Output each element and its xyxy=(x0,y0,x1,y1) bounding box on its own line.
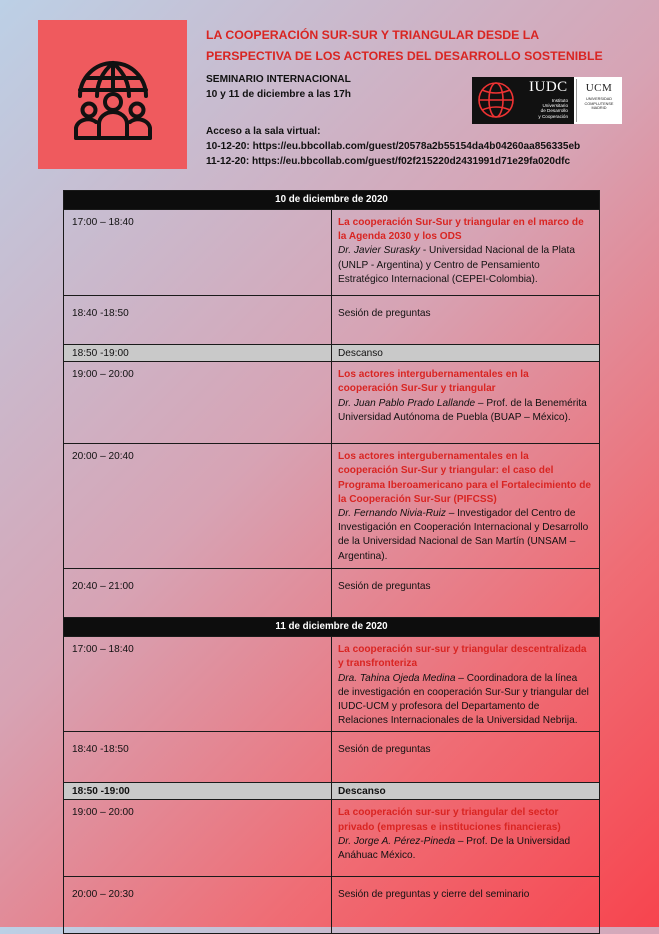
session-description xyxy=(332,362,600,444)
session-title: La cooperación sur-sur y triangular descentralizada y transfronteriza xyxy=(338,644,587,670)
session-text: Sesión de preguntas xyxy=(332,296,600,345)
iudc-sub-line: Instituto xyxy=(551,98,568,103)
schedule-table xyxy=(63,190,600,934)
session-time: 18:50 -19:00 xyxy=(64,345,332,362)
event-date: 10 y 11 de diciembre a las 17h xyxy=(206,89,351,100)
session-description xyxy=(332,637,600,732)
table-row xyxy=(64,569,600,618)
session-title: La cooperación sur-sur y triangular del sector privado (empresas e instituciones financieras) xyxy=(338,807,561,833)
session-time: 17:00 – 18:40 xyxy=(64,210,332,296)
break-row xyxy=(64,345,600,362)
session-text: Descanso xyxy=(332,783,600,800)
table-row xyxy=(64,800,600,877)
speaker-affiliation: – Prof. De la Universidad Anáhuac México. xyxy=(338,835,571,862)
session-description xyxy=(332,210,600,296)
speaker-affiliation: – Coordinadora de la línea de investigación en cooperación Sur-Sur y triangular del IUDC-UCM y profesora del Departamento de Relaciones Internacionales de la Universidad Nebrija. xyxy=(338,672,589,727)
iudc-sub-line: y Cooperación xyxy=(538,113,568,119)
session-text: Descanso xyxy=(332,345,600,362)
speaker-name: Dra. Tahina Ojeda Medina xyxy=(338,672,456,684)
session-time: 20:00 – 20:30 xyxy=(64,877,332,934)
speaker-name: Dr. Javier Surasky xyxy=(338,245,421,257)
seminar-title xyxy=(206,25,626,67)
day-header-row xyxy=(64,191,600,210)
virtual-room-access xyxy=(206,124,646,169)
speaker-affiliation: – Prof. de la Benemérita Universidad Autónoma de Puebla (BUAP – México). xyxy=(338,397,587,423)
day-header: 10 de diciembre de 2020 xyxy=(64,191,600,210)
iudc-logo xyxy=(472,77,574,124)
iudc-globe-icon xyxy=(476,80,516,120)
session-time: 18:50 -19:00 xyxy=(64,783,332,800)
event-info xyxy=(206,72,466,102)
access-label: Acceso a la sala virtual: xyxy=(206,126,321,137)
session-time: 20:00 – 20:40 xyxy=(64,444,332,569)
event-type: SEMINARIO INTERNACIONAL xyxy=(206,74,351,85)
ucm-subtitle xyxy=(577,97,621,111)
iudc-sub-line: Universitario xyxy=(542,103,568,109)
table-row xyxy=(64,210,600,296)
title-line-2: PERSPECTIVA DE LOS ACTORES DEL DESARROLLO SOSTENIBLE xyxy=(206,49,603,63)
session-title: Los actores intergubernamentales en la cooperación Sur-Sur y triangular xyxy=(338,369,529,395)
ucm-name: UCM xyxy=(585,82,613,94)
iudc-subtitle xyxy=(513,98,568,119)
session-time: 19:00 – 20:00 xyxy=(64,800,332,877)
speaker-affiliation: – Investigador del Centro de Investigación en Cooperación Internacional y Desarrollo de la Universidad Nacional de San Martín (UNSAM – Argentina). xyxy=(338,508,589,562)
title-line-1: LA COOPERACIÓN SUR-SUR Y TRIANGULAR DESDE LA xyxy=(206,28,540,42)
session-time: 17:00 – 18:40 xyxy=(64,637,332,732)
ucm-logo xyxy=(576,79,621,122)
session-time: 18:40 -18:50 xyxy=(64,732,332,783)
session-time: 19:00 – 20:00 xyxy=(64,362,332,444)
session-time: 18:40 -18:50 xyxy=(64,296,332,345)
ucm-sub-line: MADRID xyxy=(591,106,607,110)
iudc-sub-line: de Desarrollo xyxy=(540,108,568,114)
session-speaker-line xyxy=(338,507,591,564)
session-text: Sesión de preguntas y cierre del seminario xyxy=(332,877,600,934)
iudc-name: IUDC xyxy=(529,79,568,95)
session-speaker-line xyxy=(338,244,591,287)
table-row xyxy=(64,362,600,444)
access-link-day1[interactable]: 10-12-20: https://eu.bbcollab.com/guest/20578a2b55154da4b04260aa856335eb xyxy=(206,141,581,152)
access-link-day2[interactable]: 11-12-20: https://eu.bbcollab.com/guest/f02f215220d2431991d71e29fa020dfc xyxy=(206,156,571,167)
table-row xyxy=(64,732,600,783)
speaker-affiliation: - Universidad Nacional de la Plata (UNLP - Argentina) y Centro de Pensamiento Estratégico Internacional (CEPEI-Colombia). xyxy=(338,245,575,285)
ucm-sub-line: COMPLUTENSE xyxy=(584,101,614,106)
partner-logos xyxy=(472,77,622,124)
session-time: 20:40 – 21:00 xyxy=(64,569,332,618)
session-speaker-line xyxy=(338,835,591,863)
session-speaker-line xyxy=(338,397,591,425)
speaker-name: Dr. Fernando Nivia-Ruiz xyxy=(338,508,446,520)
session-description xyxy=(332,800,600,877)
session-text: Sesión de preguntas xyxy=(332,569,600,618)
globe-people-icon xyxy=(72,50,154,142)
ucm-sub-line: UNIVERSIDAD xyxy=(586,97,612,101)
table-row xyxy=(64,877,600,934)
speaker-name: Dr. Jorge A. Pérez-Pineda xyxy=(338,835,456,847)
table-row xyxy=(64,637,600,732)
session-title: Los actores intergubernamentales en la cooperación Sur-Sur y triangular: el caso del Programa Iberoamericano para el Fortalecimiento de la Cooperación Sur-Sur (PIFCSS) xyxy=(338,451,591,505)
session-description xyxy=(332,444,600,569)
day-header: 11 de diciembre de 2020 xyxy=(64,618,600,637)
break-row xyxy=(64,783,600,800)
day-header-row xyxy=(64,618,600,637)
table-row xyxy=(64,444,600,569)
speaker-name: Dr. Juan Pablo Prado Lallande xyxy=(338,397,476,409)
session-speaker-line xyxy=(338,672,591,729)
table-row xyxy=(64,296,600,345)
seminar-logo xyxy=(38,20,187,169)
session-title: La cooperación Sur-Sur y triangular en el marco de la Agenda 2030 y los ODS xyxy=(338,217,584,243)
session-text: Sesión de preguntas xyxy=(332,732,600,783)
